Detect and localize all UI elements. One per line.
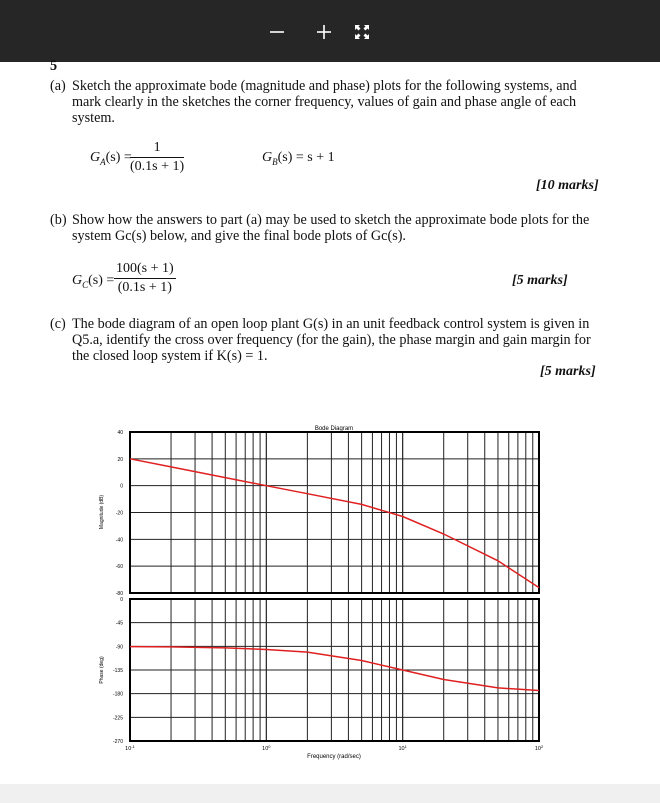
phase-axis-label: Phase (deg) bbox=[99, 656, 105, 684]
part-a-marks: [10 marks] bbox=[536, 178, 599, 193]
svg-text:-225: -225 bbox=[112, 715, 123, 722]
part-c-marks: [5 marks] bbox=[540, 364, 596, 379]
svg-text:-180: -180 bbox=[112, 691, 123, 698]
svg-text:-45: -45 bbox=[115, 620, 123, 627]
ga-denominator: (0.1s + 1) bbox=[130, 159, 185, 174]
svg-text:100: $10^0$ bbox=[262, 744, 271, 752]
svg-text:-60: -60 bbox=[115, 564, 123, 571]
part-b-line2: system Gc(s) below, and give the final bode plots of Gc(s). bbox=[72, 228, 406, 244]
ga-numerator: 1 bbox=[130, 140, 184, 158]
part-b-line1: Show how the answers to part (a) may be used to sketch the approximate bode plots for the bbox=[72, 212, 590, 228]
x-axis-label: Frequency (rad/sec) bbox=[307, 754, 361, 760]
gb-expression: (s) = s + 1 bbox=[277, 150, 335, 165]
part-c-line1: The bode diagram of an open loop plant G(s) in an unit feedback control system is given in bbox=[72, 316, 590, 332]
gc-symbol: G bbox=[72, 273, 83, 288]
svg-text:40: 40 bbox=[117, 430, 123, 436]
magnitude-axis-label: Magnitude (dB) bbox=[99, 494, 105, 530]
ga-argument: (s) = bbox=[105, 150, 132, 165]
magnitude-y-ticks bbox=[116, 430, 123, 597]
svg-text:-90: -90 bbox=[115, 644, 123, 651]
svg-text:-270: -270 bbox=[112, 739, 123, 745]
question-number: 5 bbox=[50, 58, 58, 74]
gc-subscript: C bbox=[82, 279, 89, 290]
part-b-marks: [5 marks] bbox=[512, 273, 568, 288]
svg-text:-80: -80 bbox=[115, 591, 123, 597]
frequency-x-ticks bbox=[125, 744, 544, 752]
part-c-line3: the closed loop system if K(s) = 1. bbox=[72, 348, 268, 364]
chart-title: Bode Diagram bbox=[314, 426, 354, 432]
svg-text:-20: -20 bbox=[115, 510, 123, 517]
ga-symbol: G bbox=[90, 150, 101, 165]
svg-text:102: $10^2$ bbox=[534, 744, 544, 752]
svg-text:-40: -40 bbox=[115, 537, 123, 544]
phase-curve bbox=[130, 647, 539, 691]
svg-text:-135: -135 bbox=[112, 668, 123, 674]
phase-y-ticks bbox=[113, 597, 123, 745]
magnitude-grid bbox=[130, 432, 539, 593]
svg-text:0: 0 bbox=[120, 597, 123, 603]
part-a-line3: system. bbox=[72, 110, 115, 126]
gc-numerator: 100(s + 1) bbox=[114, 261, 176, 279]
part-a-line2: mark clearly in the sketches the corner frequency, values of gain and phase angle of each bbox=[72, 94, 577, 110]
svg-text:0: 0 bbox=[120, 483, 123, 490]
gc-argument: (s) = bbox=[88, 273, 115, 288]
svg-text:101: $10^1$ bbox=[398, 744, 407, 752]
part-b-label: (b) bbox=[50, 212, 67, 228]
part-a-label: (a) bbox=[50, 78, 66, 94]
part-c-line2: Q5.a, identify the cross over frequency (for the gain), the phase margin and gain margin for bbox=[72, 332, 591, 348]
svg-text:10-1: $10^{-1}$ bbox=[125, 744, 135, 752]
gb-subscript: B bbox=[272, 156, 278, 167]
bottom-bar bbox=[0, 784, 660, 803]
svg-text:20: 20 bbox=[117, 456, 123, 463]
gc-denominator: (0.1s + 1) bbox=[117, 280, 172, 295]
ga-subscript: A bbox=[100, 156, 106, 167]
part-c-label: (c) bbox=[50, 316, 66, 332]
magnitude-curve bbox=[130, 459, 539, 588]
gb-symbol: G bbox=[262, 150, 273, 165]
phase-grid bbox=[130, 599, 539, 741]
part-a-line1: Sketch the approximate bode (magnitude and phase) plots for the following systems, and bbox=[72, 78, 577, 94]
